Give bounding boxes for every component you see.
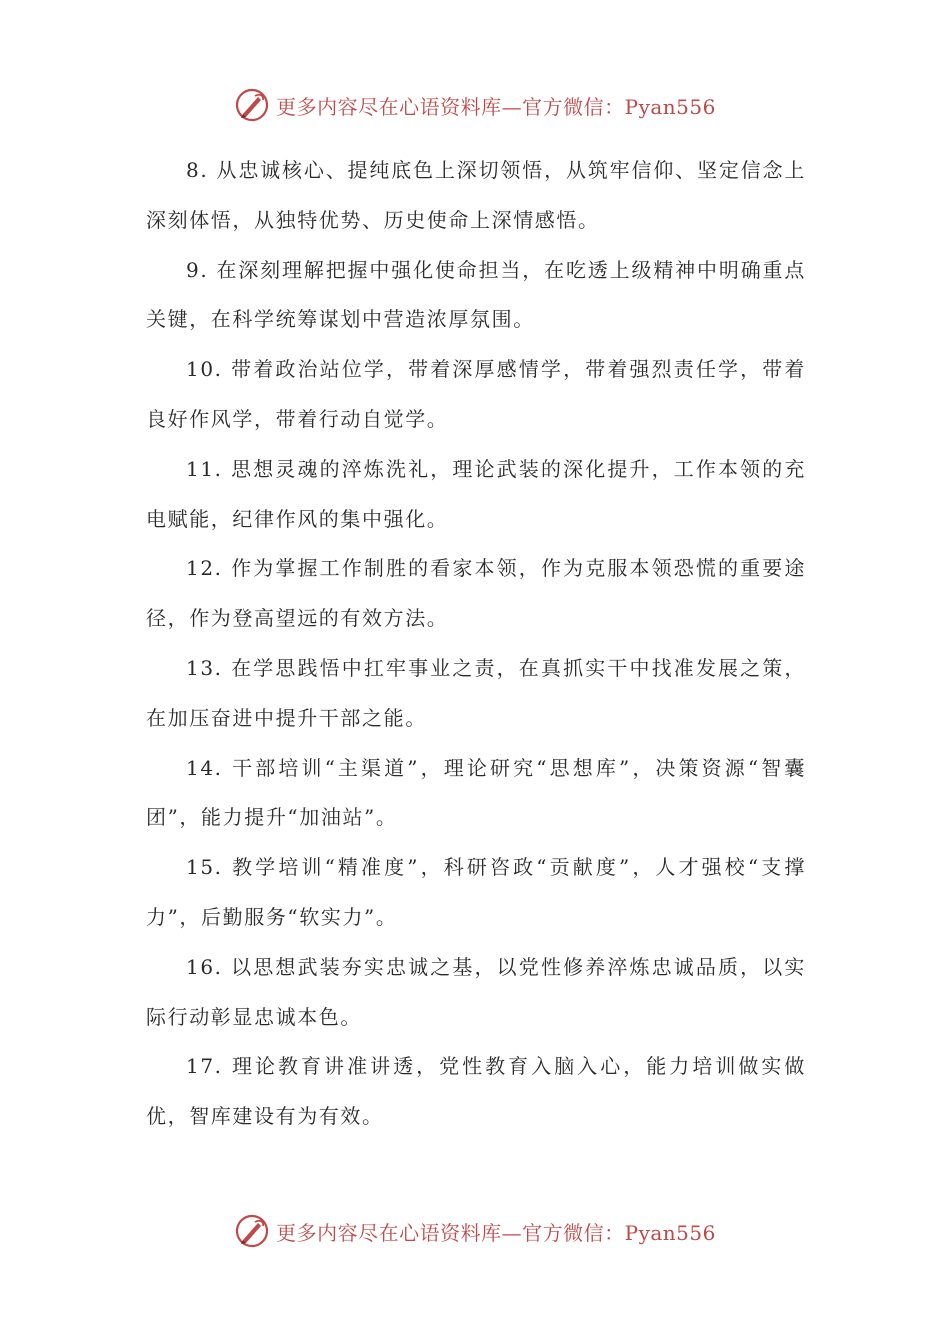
list-item: 9. 在深刻理解把握中强化使命担当，在吃透上级精神中明确重点关键，在科学统筹谋划中营造浓厚氛围。 (146, 257, 806, 332)
list-item: 8. 从忠诚核心、提纯底色上深切领悟，从筑牢信仰、坚定信念上深刻体悟，从独特优势、历史使命上深情感悟。 (146, 158, 806, 232)
header-watermark (0, 80, 950, 130)
list-item: 15. 教学培训“精准度”，科研咨政“贡献度”，人才强校“支撑力”，后勤服务“软实力”。 (146, 855, 806, 929)
footer-watermark (0, 1206, 950, 1256)
pen-logo-icon (234, 1213, 270, 1249)
document-body (146, 146, 806, 1142)
watermark-text: 更多内容尽在心语资料库—官方微信：Pyan556 (276, 94, 716, 119)
list-item: 12. 作为掌握工作制胜的看家本领，作为克服本领恐慌的重要途径，作为登高望远的有效方法。 (146, 556, 806, 631)
list-item: 17. 理论教育讲准讲透，党性教育入脑入心，能力培训做实做优，智库建设有为有效。 (146, 1054, 806, 1129)
list-item: 16. 以思想武装夯实忠诚之基，以党性修养淬炼忠诚品质，以实际行动彰显忠诚本色。 (146, 954, 806, 1029)
list-item: 14. 干部培训“主渠道”，理论研究“思想库”，决策资源“智囊团”，能力提升“加油站”。 (146, 755, 806, 830)
list-item: 10. 带着政治站位学，带着深厚感情学，带着强烈责任学，带着良好作风学，带着行动自觉学。 (146, 357, 806, 431)
watermark-text: 更多内容尽在心语资料库—官方微信：Pyan556 (276, 1220, 716, 1245)
list-item: 11. 思想灵魂的淬炼洗礼，理论武装的深化提升，工作本领的充电赋能，纪律作风的集中强化。 (146, 456, 806, 531)
list-item: 13. 在学思践悟中扛牢事业之责，在真抓实干中找准发展之策，在加压奋进中提升干部之能。 (146, 655, 806, 730)
pen-logo-icon (234, 87, 270, 123)
